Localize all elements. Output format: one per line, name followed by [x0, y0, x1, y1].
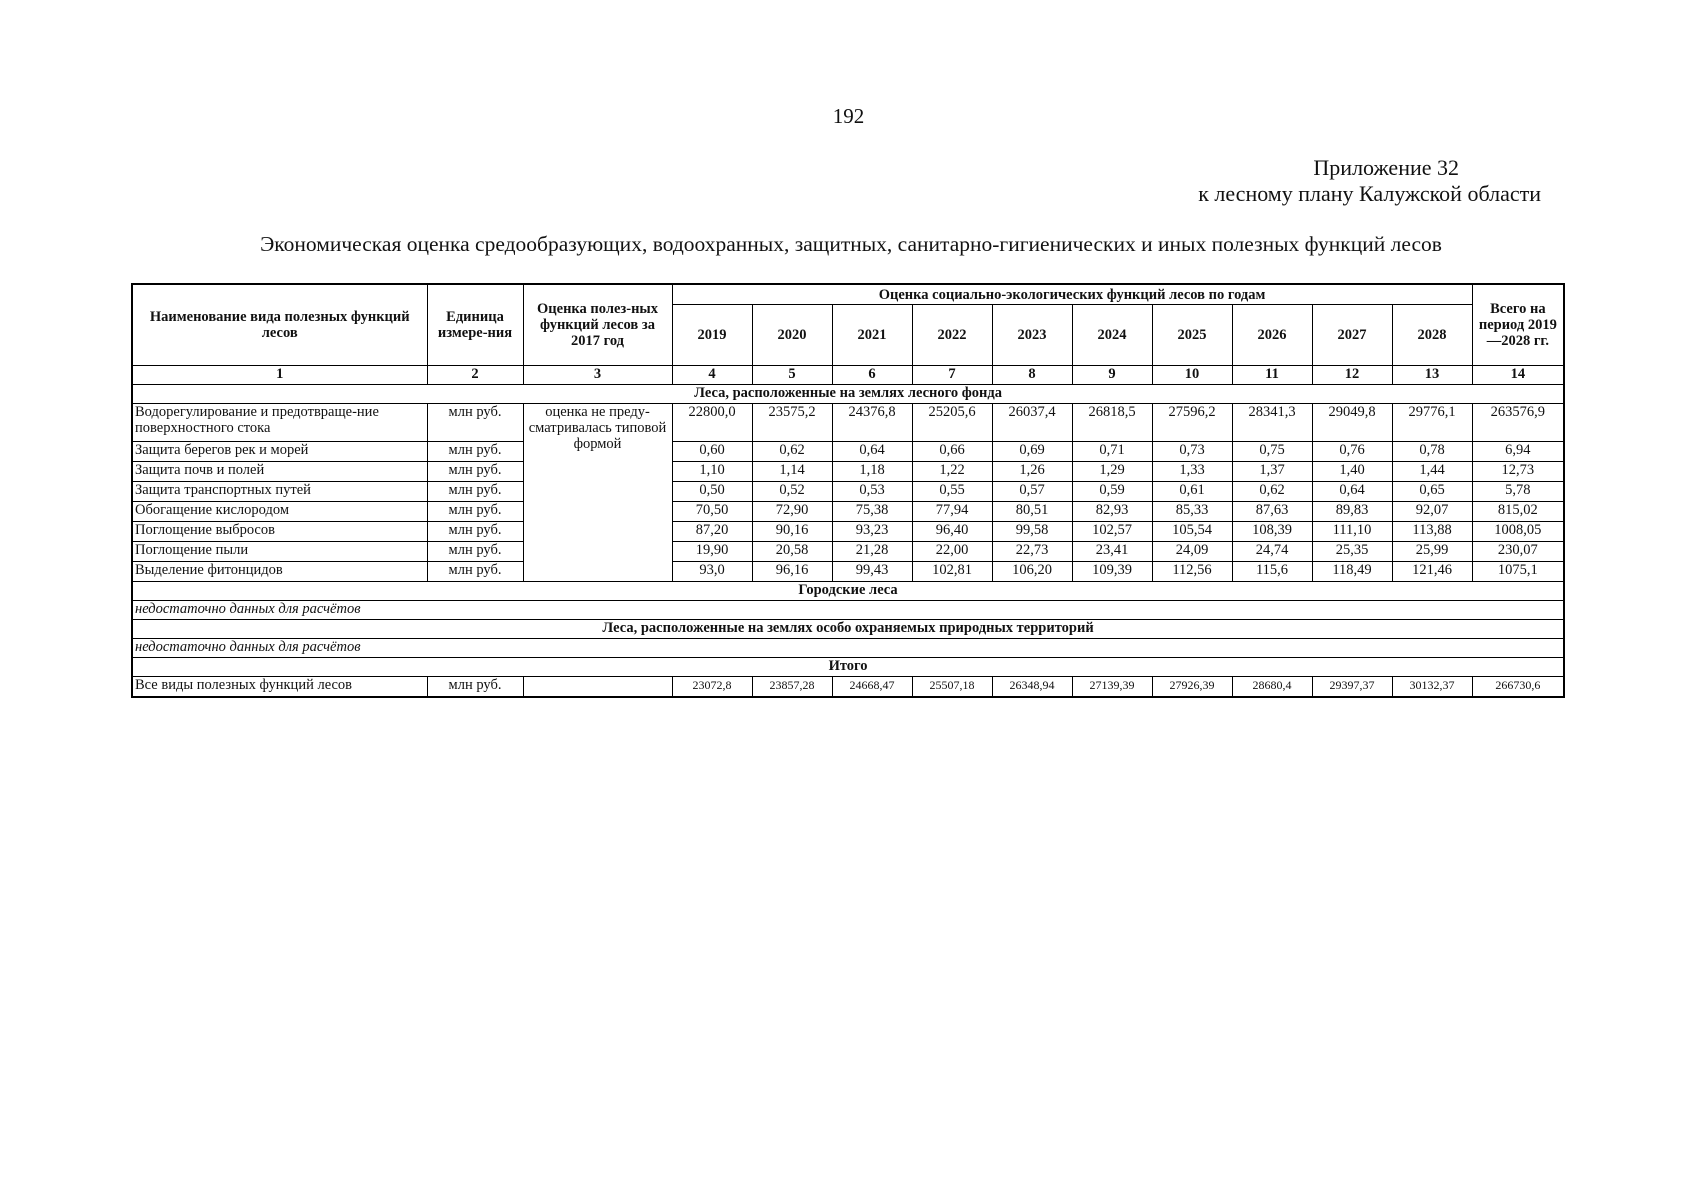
year-value: 1,37	[1232, 462, 1312, 482]
row-name: Водорегулирование и предотвраще-ние поверхностного стока	[132, 404, 427, 442]
year-value: 109,39	[1072, 562, 1152, 582]
year-value: 26818,5	[1072, 404, 1152, 442]
header-year: 2022	[912, 305, 992, 366]
forest-functions-table	[131, 283, 1565, 698]
year-value: 77,94	[912, 502, 992, 522]
year-value: 25,35	[1312, 542, 1392, 562]
year-value: 1,33	[1152, 462, 1232, 482]
column-number: 7	[912, 366, 992, 385]
table-row	[132, 404, 1564, 442]
year-value: 0,61	[1152, 482, 1232, 502]
row-name: Защита почв и полей	[132, 462, 427, 482]
year-value: 70,50	[672, 502, 752, 522]
year-value: 0,64	[832, 442, 912, 462]
year-value: 30132,37	[1392, 677, 1472, 698]
header-year: 2028	[1392, 305, 1472, 366]
column-number: 5	[752, 366, 832, 385]
row-unit: млн руб.	[427, 677, 523, 698]
row-unit: млн руб.	[427, 542, 523, 562]
year-value: 22,73	[992, 542, 1072, 562]
year-value: 1,29	[1072, 462, 1152, 482]
year-value: 93,23	[832, 522, 912, 542]
year-value: 99,43	[832, 562, 912, 582]
row-total: 266730,6	[1472, 677, 1564, 698]
year-value: 1,22	[912, 462, 992, 482]
year-value: 29049,8	[1312, 404, 1392, 442]
year-value: 99,58	[992, 522, 1072, 542]
year-value: 27139,39	[1072, 677, 1152, 698]
year-value: 25,99	[1392, 542, 1472, 562]
header-unit: Единица измере-ния	[427, 284, 523, 366]
column-number: 10	[1152, 366, 1232, 385]
year-value: 96,16	[752, 562, 832, 582]
row-total: 5,78	[1472, 482, 1564, 502]
year-value: 89,83	[1312, 502, 1392, 522]
section-protected-areas: Леса, расположенные на землях особо охраняемых природных территорий	[132, 620, 1564, 639]
year-value: 106,20	[992, 562, 1072, 582]
year-value: 108,39	[1232, 522, 1312, 542]
year-value: 118,49	[1312, 562, 1392, 582]
year-value: 0,66	[912, 442, 992, 462]
column-number: 1	[132, 366, 427, 385]
header-year: 2027	[1312, 305, 1392, 366]
column-number: 12	[1312, 366, 1392, 385]
table-row	[132, 522, 1564, 542]
year-value: 0,64	[1312, 482, 1392, 502]
header-name: Наименование вида полезных функций лесов	[132, 284, 427, 366]
header-year: 2019	[672, 305, 752, 366]
year-value: 27926,39	[1152, 677, 1232, 698]
row-name: Выделение фитонцидов	[132, 562, 427, 582]
year-value: 75,38	[832, 502, 912, 522]
column-number: 6	[832, 366, 912, 385]
year-value: 24,74	[1232, 542, 1312, 562]
year-value: 1,40	[1312, 462, 1392, 482]
year-value: 102,81	[912, 562, 992, 582]
row-name: Поглощение выбросов	[132, 522, 427, 542]
header-estimate: Оценка полез-ных функций лесов за 2017 год	[523, 284, 672, 366]
year-value: 0,75	[1232, 442, 1312, 462]
year-value: 0,71	[1072, 442, 1152, 462]
year-value: 23857,28	[752, 677, 832, 698]
year-value: 24,09	[1152, 542, 1232, 562]
estimate-empty	[523, 677, 672, 698]
year-value: 27596,2	[1152, 404, 1232, 442]
year-value: 0,59	[1072, 482, 1152, 502]
year-value: 96,40	[912, 522, 992, 542]
column-number: 14	[1472, 366, 1564, 385]
year-value: 72,90	[752, 502, 832, 522]
year-value: 85,33	[1152, 502, 1232, 522]
year-value: 21,28	[832, 542, 912, 562]
year-value: 25205,6	[912, 404, 992, 442]
row-unit: млн руб.	[427, 442, 523, 462]
year-value: 80,51	[992, 502, 1072, 522]
column-number: 3	[523, 366, 672, 385]
year-value: 29397,37	[1312, 677, 1392, 698]
column-number: 9	[1072, 366, 1152, 385]
header-year: 2021	[832, 305, 912, 366]
row-name: Обогащение кислородом	[132, 502, 427, 522]
year-value: 26348,94	[992, 677, 1072, 698]
year-value: 82,93	[1072, 502, 1152, 522]
year-value: 1,10	[672, 462, 752, 482]
header-year: 2023	[992, 305, 1072, 366]
row-unit: млн руб.	[427, 562, 523, 582]
row-name: Поглощение пыли	[132, 542, 427, 562]
year-value: 23,41	[1072, 542, 1152, 562]
year-value: 23072,8	[672, 677, 752, 698]
header-group: Оценка социально-экологических функций лесов по годам	[672, 284, 1472, 305]
appendix-label: Приложение 32	[1313, 155, 1459, 180]
year-value: 28680,4	[1232, 677, 1312, 698]
year-value: 0,73	[1152, 442, 1232, 462]
column-number: 13	[1392, 366, 1472, 385]
row-total: 1075,1	[1472, 562, 1564, 582]
header-total: Всего на период 2019—2028 гг.	[1472, 284, 1564, 366]
year-value: 0,52	[752, 482, 832, 502]
year-value: 1,18	[832, 462, 912, 482]
year-value: 24668,47	[832, 677, 912, 698]
year-value: 93,0	[672, 562, 752, 582]
section-urban-forests: Городские леса	[132, 582, 1564, 601]
row-unit: млн руб.	[427, 522, 523, 542]
year-value: 121,46	[1392, 562, 1472, 582]
table-row	[132, 562, 1564, 582]
row-name: Защита берегов рек и морей	[132, 442, 427, 462]
year-value: 0,57	[992, 482, 1072, 502]
year-value: 22,00	[912, 542, 992, 562]
row-name: Все виды полезных функций лесов	[132, 677, 427, 698]
year-value: 23575,2	[752, 404, 832, 442]
year-value: 24376,8	[832, 404, 912, 442]
year-value: 112,56	[1152, 562, 1232, 582]
row-total: 12,73	[1472, 462, 1564, 482]
row-unit: млн руб.	[427, 404, 523, 442]
column-number: 8	[992, 366, 1072, 385]
year-value: 20,58	[752, 542, 832, 562]
year-value: 0,76	[1312, 442, 1392, 462]
year-value: 0,55	[912, 482, 992, 502]
row-total: 230,07	[1472, 542, 1564, 562]
year-value: 111,10	[1312, 522, 1392, 542]
page-number: 192	[832, 104, 865, 128]
row-total: 815,02	[1472, 502, 1564, 522]
header-year: 2025	[1152, 305, 1232, 366]
table-row	[132, 482, 1564, 502]
column-number: 2	[427, 366, 523, 385]
year-value: 25507,18	[912, 677, 992, 698]
table-row	[132, 462, 1564, 482]
row-unit: млн руб.	[427, 482, 523, 502]
header-year: 2024	[1072, 305, 1152, 366]
year-value: 1,26	[992, 462, 1072, 482]
year-value: 92,07	[1392, 502, 1472, 522]
row-total: 1008,05	[1472, 522, 1564, 542]
year-value: 113,88	[1392, 522, 1472, 542]
year-value: 0,62	[1232, 482, 1312, 502]
year-value: 29776,1	[1392, 404, 1472, 442]
appendix-subtitle: к лесному плану Калужской области	[1198, 181, 1541, 206]
year-value: 87,63	[1232, 502, 1312, 522]
year-value: 0,53	[832, 482, 912, 502]
table-row	[132, 502, 1564, 522]
header-year: 2020	[752, 305, 832, 366]
note-urban-forests: недостаточно данных для расчётов	[132, 601, 1564, 620]
row-unit: млн руб.	[427, 502, 523, 522]
year-value: 1,14	[752, 462, 832, 482]
year-value: 105,54	[1152, 522, 1232, 542]
year-value: 0,78	[1392, 442, 1472, 462]
table-row	[132, 442, 1564, 462]
year-value: 22800,0	[672, 404, 752, 442]
year-value: 102,57	[1072, 522, 1152, 542]
year-value: 19,90	[672, 542, 752, 562]
year-value: 1,44	[1392, 462, 1472, 482]
row-unit: млн руб.	[427, 462, 523, 482]
year-value: 87,20	[672, 522, 752, 542]
total-row	[132, 677, 1564, 698]
estimate-note: оценка не преду-сматривалась типовой формой	[523, 404, 672, 582]
section-forest-fund: Леса, расположенные на землях лесного фонда	[132, 385, 1564, 404]
year-value: 0,60	[672, 442, 752, 462]
year-value: 0,50	[672, 482, 752, 502]
year-value: 28341,3	[1232, 404, 1312, 442]
row-name: Защита транспортных путей	[132, 482, 427, 502]
section-total: Итого	[132, 658, 1564, 677]
table-row	[132, 542, 1564, 562]
header-year: 2026	[1232, 305, 1312, 366]
row-total: 263576,9	[1472, 404, 1564, 442]
column-number: 4	[672, 366, 752, 385]
year-value: 90,16	[752, 522, 832, 542]
year-value: 26037,4	[992, 404, 1072, 442]
year-value: 0,69	[992, 442, 1072, 462]
document-title: Экономическая оценка средообразующих, водоохранных, защитных, санитарно-гигиенических и иных полезных функций лесов	[260, 232, 1442, 256]
row-total: 6,94	[1472, 442, 1564, 462]
year-value: 0,65	[1392, 482, 1472, 502]
note-protected-areas: недостаточно данных для расчётов	[132, 639, 1564, 658]
year-value: 115,6	[1232, 562, 1312, 582]
column-number: 11	[1232, 366, 1312, 385]
year-value: 0,62	[752, 442, 832, 462]
